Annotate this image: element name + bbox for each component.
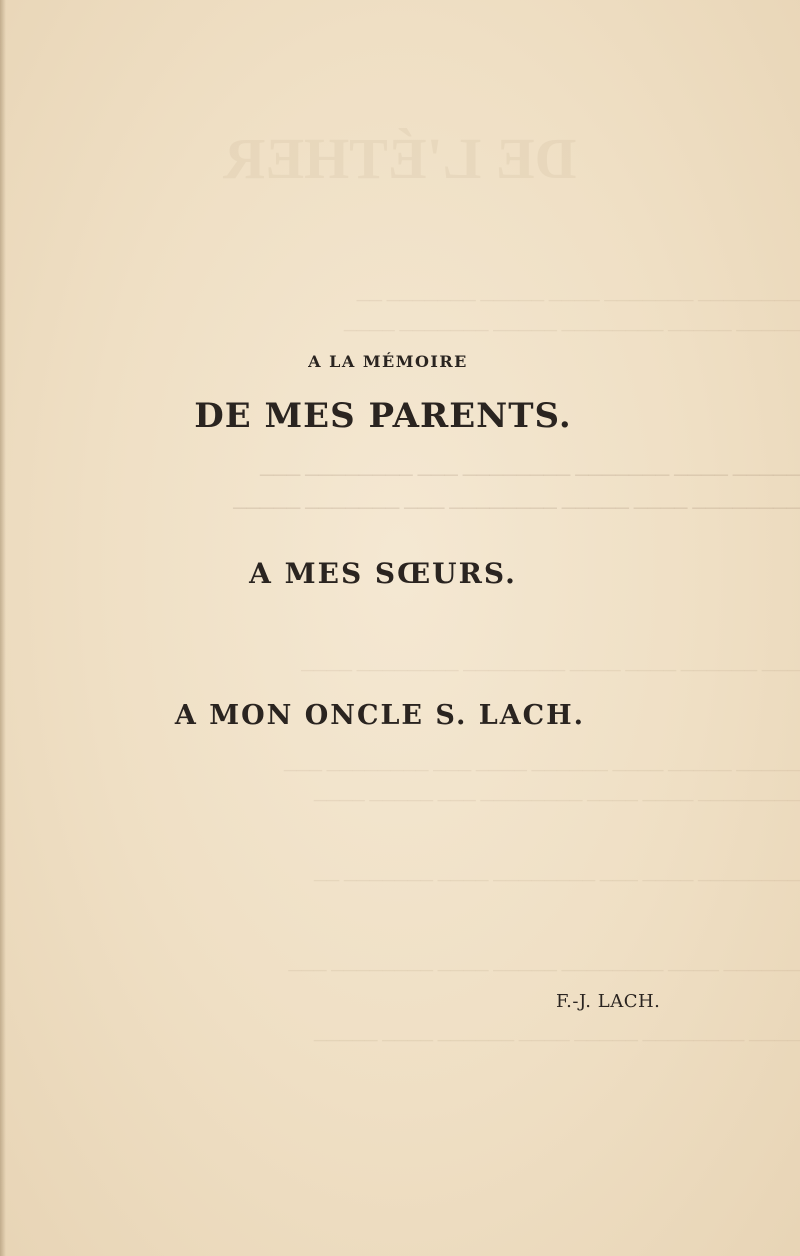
- bleed-through-line: ──────── ─────── ──── ───── ─────── ──: [356, 290, 800, 310]
- bleed-through-line: ─── ────── ──── ──── ──────── ──────── ────: [301, 660, 800, 680]
- bleed-through-line: ───── ───── ──────── ───── ─────── ────: [343, 320, 800, 340]
- dedication-oncle: A MON ONCLE S. LACH.: [174, 700, 586, 731]
- bleed-through-line: ──── ──────── ───── ──── ────── ──── ─────: [313, 1030, 800, 1050]
- author-signature: F.-J. LACH.: [556, 991, 661, 1012]
- bleed-through-line: ──────── ──── ──── ──────── ─── ───── ────: [313, 790, 800, 810]
- dedication-soeurs: A MES SŒURS.: [249, 557, 517, 590]
- dedication-memoire: A LA MÉMOIRE: [308, 352, 468, 371]
- bleed-through-line: ──────── ──── ─── ──────── ──── ─────── ──: [313, 870, 800, 890]
- bleed-through-line: ────── ──── ──────── ───── ──── ──────── ───: [288, 960, 800, 980]
- bleed-through-line: ───── ──── ─────── ──────── ─── ──────── ───: [259, 465, 800, 486]
- bleed-through-line: ──────── ──── ───── ──────── ─── ─────── ─────: [233, 498, 800, 519]
- bleed-through-line: ───── ───── ──── ────── ──── ─── ──────── ───: [283, 760, 800, 780]
- bleed-through-title: DE L'ÉTHER: [223, 126, 577, 191]
- page-edge-shadow: [0, 0, 6, 1256]
- dedication-parents: DE MES PARENTS.: [194, 396, 572, 436]
